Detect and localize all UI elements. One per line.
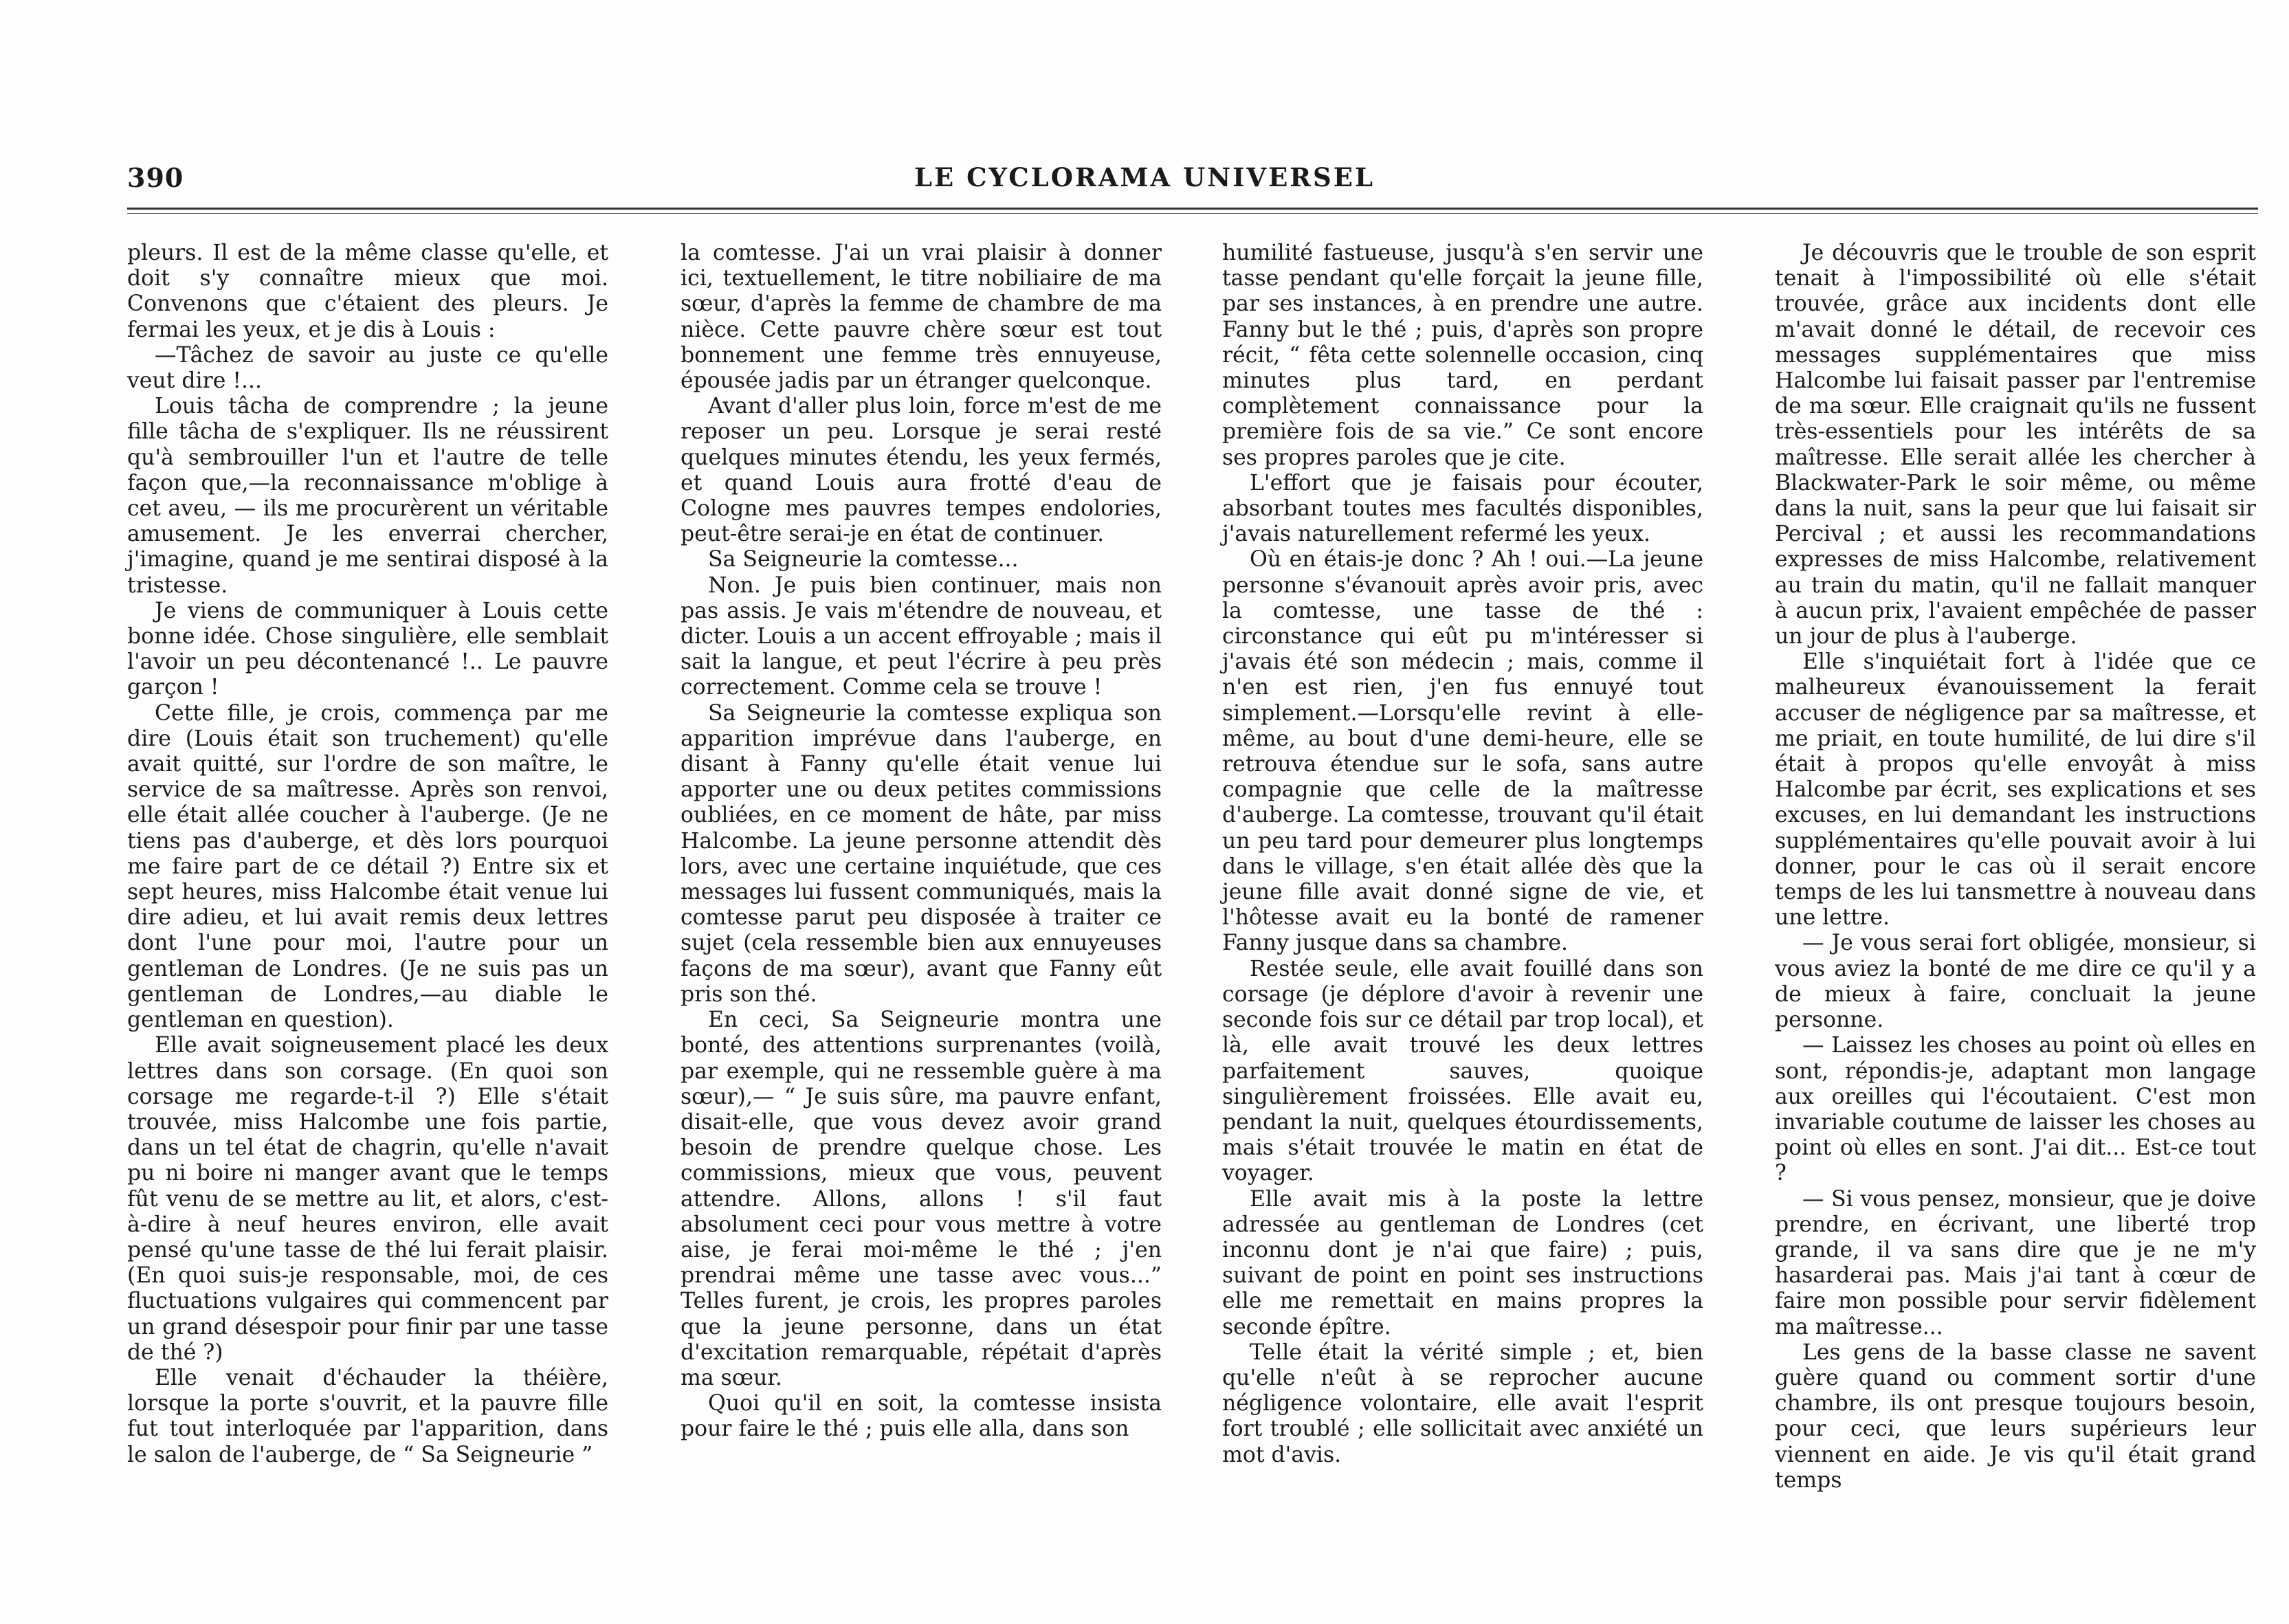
page-number: 390 <box>127 162 184 193</box>
paragraph: — Laissez les choses au point où elles en sont, répondis-je, adaptant mon langage aux oreilles qui l'écoutaient. C'est mon invariable coutume de laisser les choses au point où elles en sont. J'ai dit... Est-ce tout ? <box>1775 1033 2256 1186</box>
paragraph: Cette fille, je crois, commença par me dire (Louis était son truchement) qu'elle avait quitté, sur l'ordre de son maître, le service de sa maîtresse. Après son renvoi, elle était allée coucher à l'auberge. (Je ne tiens pas d'auberge, et dès lors pourquoi me faire part de ce détail ?) Entre six et sept heures, miss Halcombe était venue lui dire adieu, et lui avait remis deux lettres dont l'une pour moi, l'autre pour un gentleman de Londres. (Je ne suis pas un gentleman de Londres,—au diable le gentleman en question). <box>127 700 608 1033</box>
text-column-2 <box>681 241 1162 1443</box>
paragraph: la comtesse. J'ai un vrai plaisir à donner ici, textuellement, le titre nobiliaire de ma sœur, d'après la femme de chambre de ma nièce. Cette pauvre chère sœur est tout bonnement une femme très ennuyeuse, épousée jadis par un étranger quelconque. <box>681 241 1162 394</box>
text-column-1 <box>127 241 608 1468</box>
paragraph: Elle avait soigneusement placé les deux lettres dans son corsage. (En quoi son corsage me regarde-t-il ?) Elle s'était trouvée, miss Halcombe une fois partie, dans un tel état de chagrin, qu'elle n'avait pu ni boire ni manger avant que le temps fût venu de se mettre au lit, et alors, c'est-à-dire à neuf heures environ, elle avait pensé qu'une tasse de thé lui ferait plaisir. (En quoi suis-je responsable, moi, de ces fluctuations vulgaires qui commencent par un grand désespoir pour finir par une tasse de thé ?) <box>127 1033 608 1365</box>
header-rule <box>127 208 2258 210</box>
paragraph: Elle s'inquiétait fort à l'idée que ce malheureux évanouissement la ferait accuser de négligence par sa maîtresse, et me priait, en toute humilité, de lui dire s'il était à propos qu'elle envoyât à miss Halcombe par écrit, ses explications et ses excuses, en lui demandant les instructions supplémentaires qu'elle pouvait avoir à lui donner, pour le cas où il serait encore temps de les lui tansmettre à nouveau dans une lettre. <box>1775 649 2256 931</box>
paragraph: Non. Je puis bien continuer, mais non pas assis. Je vais m'étendre de nouveau, et dicter. Louis a un accent effroyable ; mais il sait la langue, et peut l'écrire à peu près correctement. Comme cela se trouve ! <box>681 572 1162 700</box>
paragraph: Louis tâcha de comprendre ; la jeune fille tâcha de s'expliquer. Ils ne réussirent qu'à sembrouiller l'un et l'autre de telle façon que,—la reconnaissance m'oblige à cet aveu, — ils me procurèrent un véritable amusement. Je les enverrai chercher, j'imagine, quand je me sentirai disposé à la tristesse. <box>127 394 608 598</box>
paragraph: Les gens de la basse classe ne savent guère quand ou comment sortir d'une chambre, ils ont presque toujours besoin, pour ceci, que leurs supérieurs leur viennent en aide. Je vis qu'il était grand temps <box>1775 1339 2256 1493</box>
paragraph: Restée seule, elle avait fouillé dans son corsage (je déplore d'avoir à revenir une seconde fois sur ce détail par trop local), et là, elle avait trouvé les deux lettres parfaitement sauves, quoique singulièrement froissées. Elle avait eu, pendant la nuit, quelques étourdissements, mais s'était trouvée le matin en état de voyager. <box>1222 956 1703 1186</box>
paragraph: pleurs. Il est de la même classe qu'elle, et doit s'y connaître mieux que moi. Convenons que c'étaient des pleurs. Je fermai les yeux, et je dis à Louis : <box>127 241 608 342</box>
paragraph: —Tâchez de savoir au juste ce qu'elle veut dire !... <box>127 342 608 394</box>
paragraph: — Je vous serai fort obligée, monsieur, si vous aviez la bonté de me dire ce qu'il y a de mieux à faire, concluait la jeune personne. <box>1775 931 2256 1033</box>
paragraph: Telle était la vérité simple ; et, bien qu'elle n'eût à se reprocher aucune négligence volontaire, elle avait l'esprit fort troublé ; elle sollicitait avec anxiété un mot d'avis. <box>1222 1339 1703 1467</box>
paragraph: humilité fastueuse, jusqu'à s'en servir une tasse pendant qu'elle forçait la jeune fille, par ses instances, à en prendre une autre. Fanny but le thé ; puis, d'après son propre récit, “ fêta cette solennelle occasion, cinq minutes plus tard, en perdant complètement connaissance pour la première fois de sa vie.” Ce sont encore ses propres paroles que je cite. <box>1222 241 1703 470</box>
paragraph: Elle venait d'échauder la théière, lorsque la porte s'ouvrit, et la pauvre fille fut tout interloquée par l'apparition, dans le salon de l'auberge, de “ Sa Seigneurie ” <box>127 1365 608 1467</box>
paragraph: Elle avait mis à la poste la lettre adressée au gentleman de Londres (cet inconnu dont je n'ai que faire) ; puis, suivant de point en point ses instructions elle me remettait en mains propres la seconde épître. <box>1222 1186 1703 1339</box>
paragraph: Je viens de communiquer à Louis cette bonne idée. Chose singulière, elle semblait l'avoir un peu décontenancé !.. Le pauvre garçon ! <box>127 598 608 700</box>
text-column-4 <box>1775 241 2256 1493</box>
paragraph: L'effort que je faisais pour écouter, absorbant toutes mes facultés disponibles, j'avais naturellement refermé les yeux. <box>1222 470 1703 547</box>
paragraph: — Si vous pensez, monsieur, que je doive prendre, en écrivant, une liberté trop grande, il va sans dire que je ne m'y hasarderai pas. Mais j'ai tant à cœur de faire mon possible pour servir fidèlement ma maîtresse... <box>1775 1186 2256 1339</box>
paragraph: Où en étais-je donc ? Ah ! oui.—La jeune personne s'évanouit après avoir pris, avec la comtesse, une tasse de thé : circonstance qui eût pu m'intéresser si j'avais été son médecin ; mais, comme il n'en est rien, j'en fus ennuyé tout simplement.—Lorsqu'elle revint à elle-même, au bout d'une demi-heure, elle se retrouva étendue sur le sofa, sans autre compagnie que celle de la maîtresse d'auberge. La comtesse, trouvant qu'il était un peu tard pour demeurer plus longtemps dans le village, s'en était allée dès que la jeune fille avait donné signe de vie, et l'hôtesse avait eu la bonté de ramener Fanny jusque dans sa chambre. <box>1222 547 1703 956</box>
running-head-title: LE CYCLORAMA UNIVERSEL <box>914 162 1375 192</box>
paragraph: Quoi qu'il en soit, la comtesse insista pour faire le thé ; puis elle alla, dans son <box>681 1391 1162 1442</box>
header-rule-thin <box>127 213 2258 214</box>
paragraph: Je découvris que le trouble de son esprit tenait à l'impossibilité où elle s'était trouvée, grâce aux incidents dont elle m'avait donné le détail, de recevoir ces messages supplémentaires que miss Halcombe lui faisait passer par l'entremise de ma sœur. Elle craignait qu'ils ne fussent très-essentiels pour les intérêts de sa maîtresse. Elle serait allée les chercher à Blackwater-Park le soir même, ou même dans la nuit, sans la peur que lui faisait sir Percival ; et aussi les recommandations expresses de miss Halcombe, relativement au train du matin, qu'il ne fallait manquer à aucun prix, l'avaient empêchée de passer un jour de plus à l'auberge. <box>1775 241 2256 649</box>
paragraph: En ceci, Sa Seigneurie montra une bonté, des attentions surprenantes (voilà, par exemple, qui ne ressemble guère à ma sœur),— “ Je suis sûre, ma pauvre enfant, disait-elle, que vous devez avoir grand besoin de prendre quelque chose. Les commissions, mieux que vous, peuvent attendre. Allons, allons ! s'il faut absolument ceci pour vous mettre à votre aise, je ferai moi-même le thé ; j'en prendrai même une tasse avec vous...” Telles furent, je crois, les propres paroles que la jeune personne, dans un état d'excitation remarquable, répétait d'après ma sœur. <box>681 1008 1162 1390</box>
text-column-3 <box>1222 241 1703 1468</box>
paragraph: Avant d'aller plus loin, force m'est de me reposer un peu. Lorsque je serai resté quelques minutes étendu, les yeux fermés, et quand Louis aura frotté d'eau de Cologne mes pauvres tempes endolories, peut-être serai-je en état de continuer. <box>681 394 1162 547</box>
paragraph: Sa Seigneurie la comtesse expliqua son apparition imprévue dans l'auberge, en disant à Fanny qu'elle était venue lui apporter une ou deux petites commissions oubliées, en ce moment de hâte, par miss Halcombe. La jeune personne attendit dès lors, avec une certaine inquiétude, que ces messages lui fussent communiqués, mais la comtesse parut peu disposée à traiter ce sujet (cela ressemble bien aux ennuyeuses façons de ma sœur), avant que Fanny eût pris son thé. <box>681 700 1162 1007</box>
paragraph: Sa Seigneurie la comtesse... <box>708 547 1019 572</box>
